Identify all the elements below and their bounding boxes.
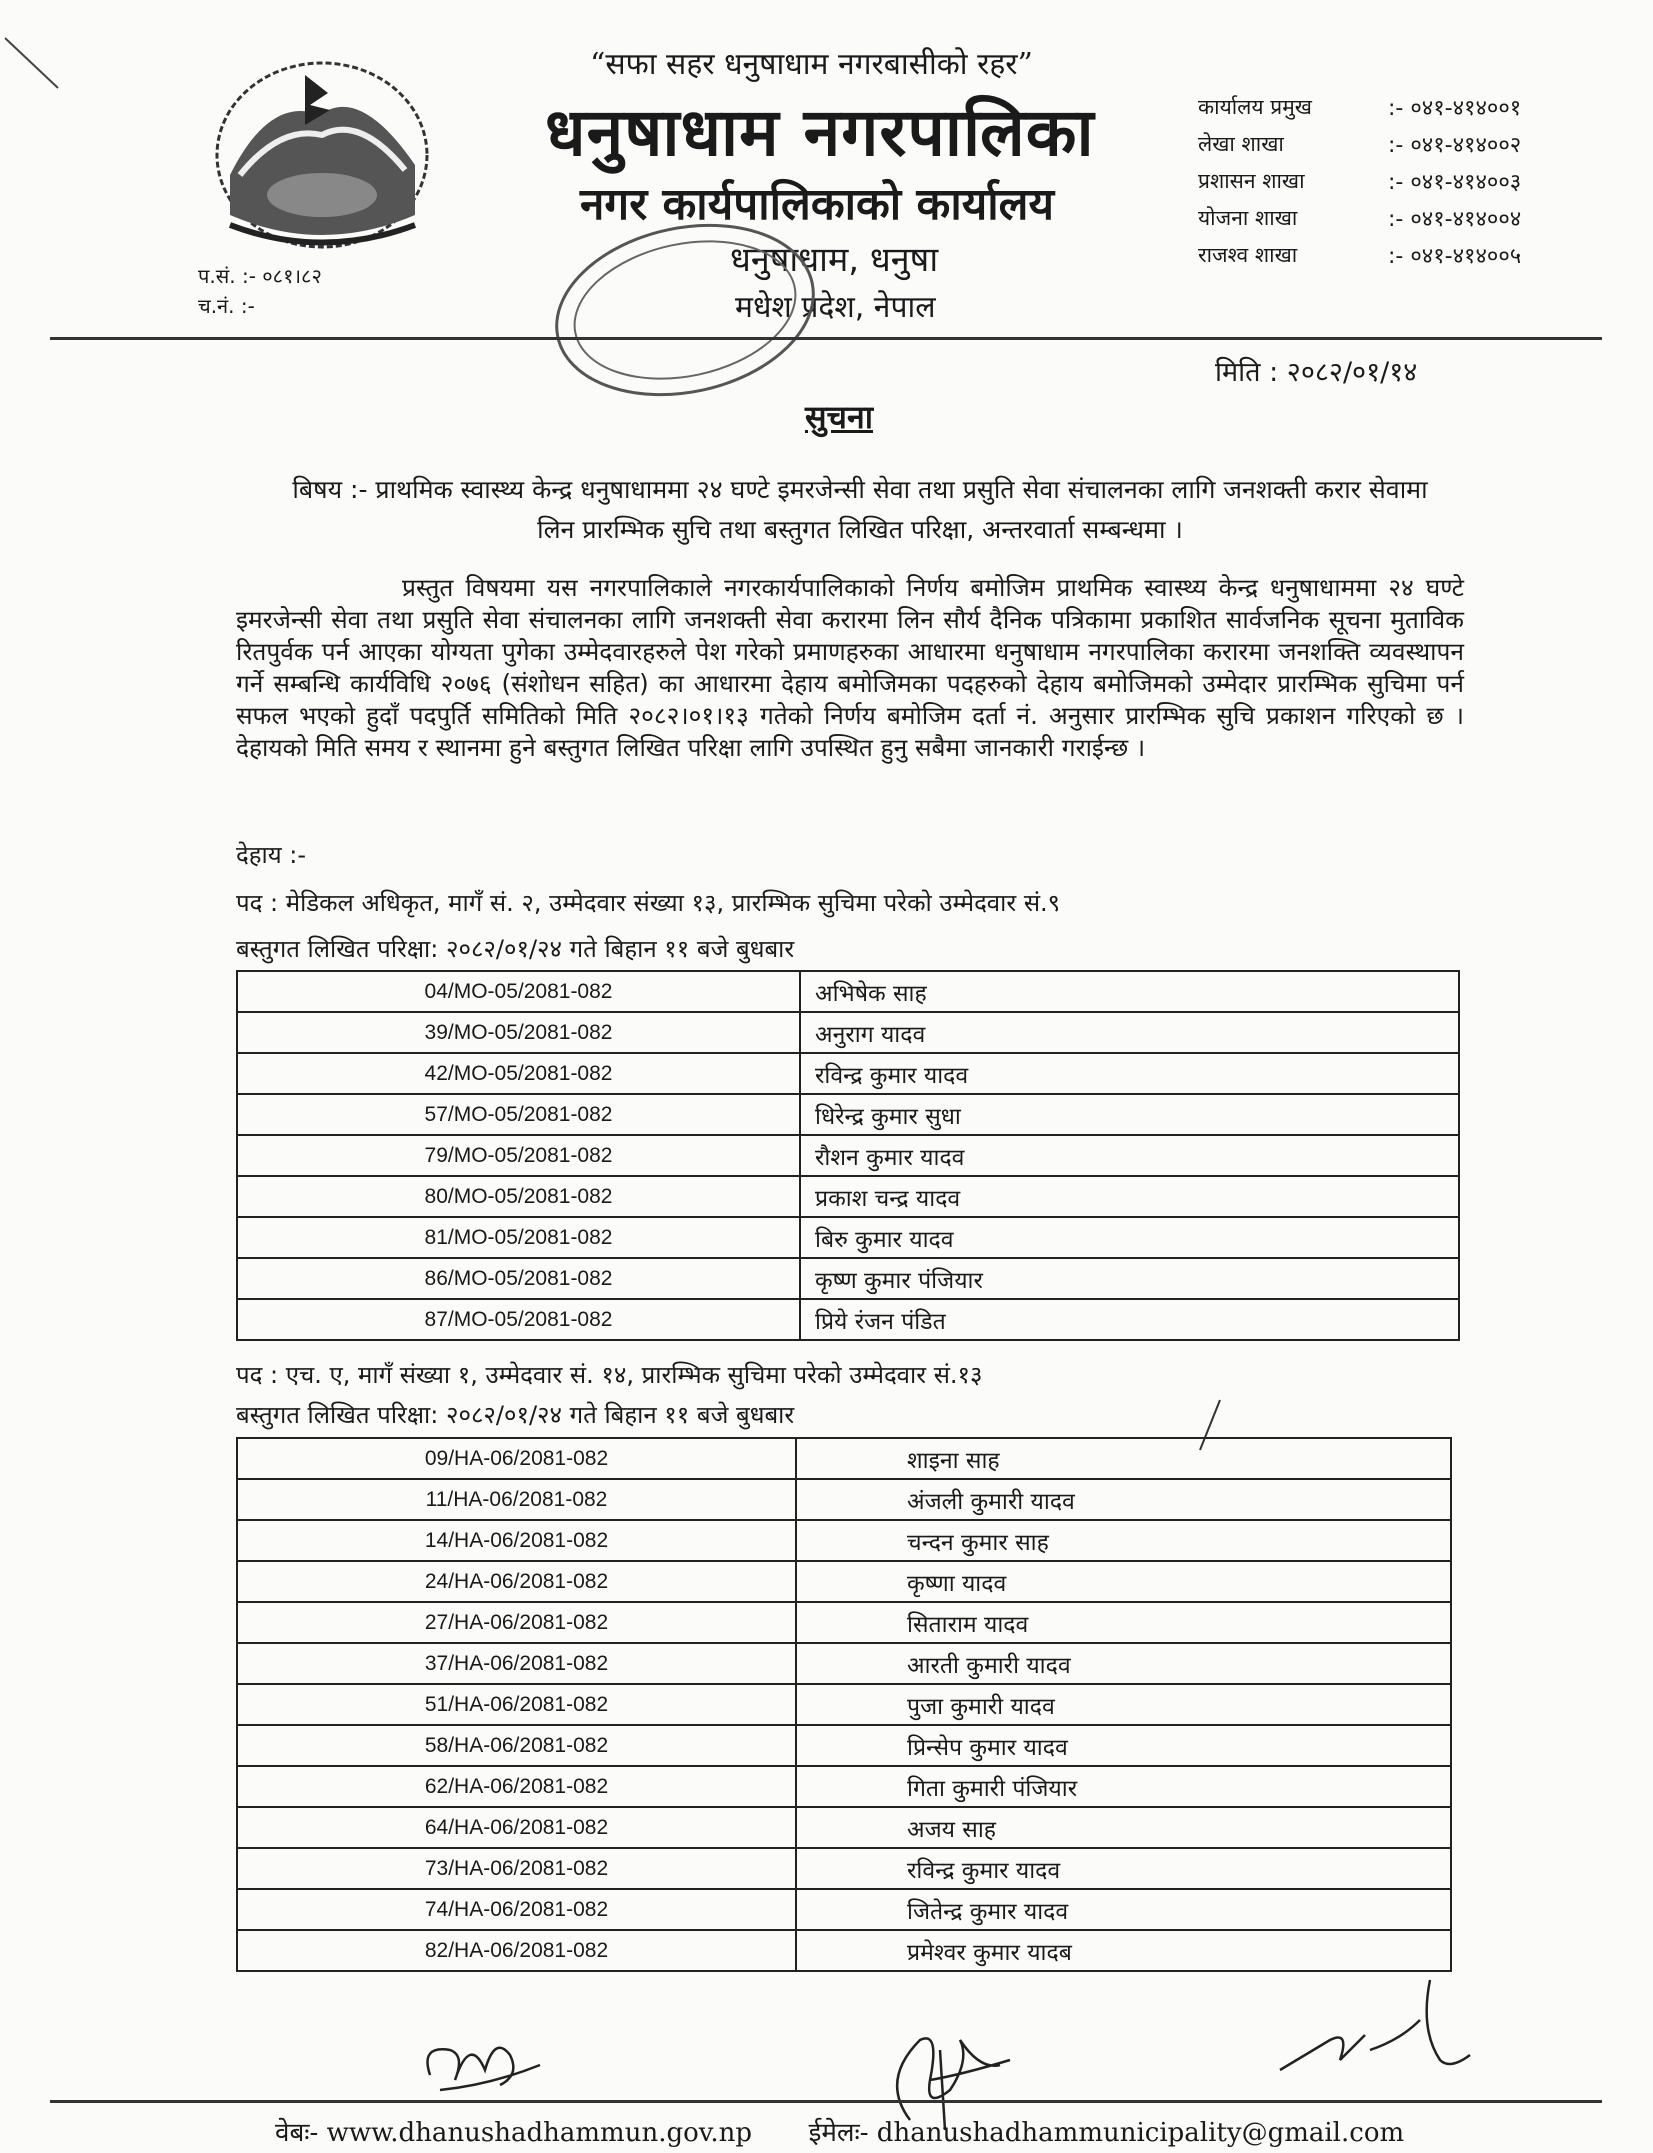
table-row <box>237 1807 1451 1848</box>
registration-number: 57/MO-05/2081-082 <box>237 1094 800 1135</box>
table-row <box>237 1848 1451 1889</box>
registration-number: 62/HA-06/2081-082 <box>237 1766 796 1807</box>
table-row <box>237 1217 1459 1258</box>
candidate-name: आरती कुमारी यादव <box>796 1643 1451 1684</box>
website-link[interactable]: वेबः- www.dhanushadhammun.gov.np <box>275 2118 753 2148</box>
contact-row <box>1198 236 1598 273</box>
table-row <box>237 1299 1459 1340</box>
dehay-label: देहाय :- <box>236 841 306 869</box>
slogan: “सफा सहर धनुषाधाम नगरबासीको रहर” <box>590 47 1033 82</box>
contact-label: योजना शाखा <box>1198 205 1298 230</box>
footer-divider <box>50 2100 1602 2103</box>
post-ha: पद : एच. ए, मागँ संख्या १, उम्मेदवार सं. १४, प्रारम्भिक सुचिमा परेको उम्मेदवार सं.१३ <box>236 1361 983 1389</box>
candidate-name: धिरेन्द्र कुमार सुधा <box>800 1094 1459 1135</box>
notice-title: सुचना <box>805 398 874 436</box>
contact-number: :- ०४१-४१४००४ <box>1388 206 1522 232</box>
notice-date: मिति : २०८२/०१/१४ <box>1215 357 1418 388</box>
contact-label: राजश्व शाखा <box>1198 242 1298 267</box>
contact-number: :- ०४१-४१४००५ <box>1388 243 1522 269</box>
contact-row <box>1198 162 1598 199</box>
candidate-name: अजय साह <box>796 1807 1451 1848</box>
table-row <box>237 1684 1451 1725</box>
table-row <box>237 1479 1451 1520</box>
contact-label: लेखा शाखा <box>1198 131 1284 156</box>
nepal-emblem <box>210 55 435 255</box>
registration-number: 64/HA-06/2081-082 <box>237 1807 796 1848</box>
contact-row <box>1198 199 1598 236</box>
candidate-name: कृष्ण कुमार पंजियार <box>800 1258 1459 1299</box>
table-row <box>237 1176 1459 1217</box>
table-row <box>237 1930 1451 1971</box>
candidate-name: सिताराम यादव <box>796 1602 1451 1643</box>
email-link[interactable]: ईमेलः- dhanushadhammunicipality@gmail.com <box>808 2118 1405 2148</box>
notice-subject: बिषय :- प्राथमिक स्वास्थ्य केन्द्र धनुषाधाममा २४ घण्टे इमरजेन्सी सेवा तथा प्रसुति सेवा संचालनका लागि जनशक्ती करार सेवामा लिन प्रारम्भिक सुचि तथा बस्तुगत लिखित परिक्षा, अन्तरवार्ता सम्बन्धमा । <box>292 475 1428 544</box>
table-row <box>237 1094 1459 1135</box>
table-row <box>237 1643 1451 1684</box>
table-row <box>237 1561 1451 1602</box>
candidate-name: जितेन्द्र कुमार यादव <box>796 1889 1451 1930</box>
registration-number: 58/HA-06/2081-082 <box>237 1725 796 1766</box>
post-mo: पद : मेडिकल अधिकृत, मागँ सं. २, उम्मेदवार संख्या १३, प्रारम्भिक सुचिमा परेको उम्मेदवार सं.९ <box>236 889 1061 917</box>
contact-list <box>1198 88 1598 273</box>
table-row <box>237 971 1459 1012</box>
candidate-name: रविन्द्र कुमार यादव <box>796 1848 1451 1889</box>
table-row <box>237 1012 1459 1053</box>
municipality-name: धनुषाधाम नगरपालिका <box>545 94 1095 171</box>
table-row <box>237 1520 1451 1561</box>
registration-number: 04/MO-05/2081-082 <box>237 971 800 1012</box>
candidate-name: प्रकाश चन्द्र यादव <box>800 1176 1459 1217</box>
footer-contact <box>275 2113 1404 2149</box>
exam-ha: बस्तुगत लिखित परिक्षा: २०८२/०१/२४ गते बिहान ११ बजे बुधबार <box>236 1401 795 1429</box>
registration-number: 80/MO-05/2081-082 <box>237 1176 800 1217</box>
registration-number: 14/HA-06/2081-082 <box>237 1520 796 1561</box>
candidate-name: रौशन कुमार यादव <box>800 1135 1459 1176</box>
candidate-name: अनुराग यादव <box>800 1012 1459 1053</box>
exam-mo: बस्तुगत लिखित परिक्षा: २०८२/०१/२४ गते बिहान ११ बजे बुधबार <box>236 935 795 963</box>
address-line-1: धनुषाधाम, धनुषा <box>730 240 939 280</box>
registration-number: 09/HA-06/2081-082 <box>237 1438 796 1479</box>
candidate-name: प्रमेश्वर कुमार यादब <box>796 1930 1451 1971</box>
contact-number: :- ०४१-४१४००१ <box>1388 95 1522 121</box>
registration-number: 87/MO-05/2081-082 <box>237 1299 800 1340</box>
candidate-table-ha <box>236 1437 1452 1972</box>
candidate-name: पुजा कुमारी यादव <box>796 1684 1451 1725</box>
candidate-name: अंजली कुमारी यादव <box>796 1479 1451 1520</box>
candidate-name: प्रिन्सेप कुमार यादव <box>796 1725 1451 1766</box>
registration-number: 73/HA-06/2081-082 <box>237 1848 796 1889</box>
signature-1 <box>410 2015 560 2105</box>
office-name: नगर कार्यपालिकाको कार्यालय <box>580 179 1054 230</box>
registration-number: 27/HA-06/2081-082 <box>237 1602 796 1643</box>
office-stamp <box>545 220 825 400</box>
contact-row <box>1198 88 1598 125</box>
table-row <box>237 1053 1459 1094</box>
candidate-name: अभिषेक साह <box>800 971 1459 1012</box>
dispatch-number: च.नं. :- <box>198 294 255 318</box>
contact-label: प्रशासन शाखा <box>1198 168 1305 193</box>
contact-row <box>1198 125 1598 162</box>
registration-number: 39/MO-05/2081-082 <box>237 1012 800 1053</box>
header-divider <box>50 337 1602 340</box>
registration-number: 82/HA-06/2081-082 <box>237 1930 796 1971</box>
signature-3 <box>1270 1970 1490 2090</box>
contact-label: कार्यालय प्रमुख <box>1198 94 1312 119</box>
candidate-name: प्रिये रंजन पंडित <box>800 1299 1459 1340</box>
table-row <box>237 1889 1451 1930</box>
registration-number: 11/HA-06/2081-082 <box>237 1479 796 1520</box>
candidate-name: बिरु कुमार यादव <box>800 1217 1459 1258</box>
candidate-name: गिता कुमारी पंजियार <box>796 1766 1451 1807</box>
table-row <box>237 1725 1451 1766</box>
registration-number: 86/MO-05/2081-082 <box>237 1258 800 1299</box>
registration-number: 37/HA-06/2081-082 <box>237 1643 796 1684</box>
contact-number: :- ०४१-४१४००३ <box>1388 169 1522 195</box>
table-row <box>237 1602 1451 1643</box>
registration-number: 42/MO-05/2081-082 <box>237 1053 800 1094</box>
candidate-name: शाइना साह <box>796 1438 1451 1479</box>
registration-number: 81/MO-05/2081-082 <box>237 1217 800 1258</box>
reference-number: प.सं. :- ०८१।८२ <box>198 264 322 288</box>
contact-number: :- ०४१-४१४००२ <box>1388 132 1522 158</box>
address-line-2: मधेश प्रदेश, नेपाल <box>735 290 936 325</box>
table-row <box>237 1766 1451 1807</box>
corner-mark <box>0 30 70 100</box>
table-row <box>237 1135 1459 1176</box>
registration-number: 51/HA-06/2081-082 <box>237 1684 796 1725</box>
registration-number: 74/HA-06/2081-082 <box>237 1889 796 1930</box>
candidate-name: रविन्द्र कुमार यादव <box>800 1053 1459 1094</box>
candidate-name: कृष्णा यादव <box>796 1561 1451 1602</box>
registration-number: 24/HA-06/2081-082 <box>237 1561 796 1602</box>
candidate-table-mo <box>236 970 1460 1341</box>
registration-number: 79/MO-05/2081-082 <box>237 1135 800 1176</box>
notice-body: प्रस्तुत विषयमा यस नगरपालिकाले नगरकार्यपालिकाको निर्णय बमोजिम प्राथमिक स्वास्थ्य केन्द्र धनुषाधाममा २४ घण्टे इमरजेन्सी सेवा तथा प्रसुति सेवा संचालनका लागि जनशक्ती सेवा करारमा लिन सौर्य दैनिक पत्रिकामा प्रकाशित सार्वजनिक सूचना मुताविक रितपुर्वक पर्न आएका योग्यता पुगेका उम्मेदवारहरुले पेश गरेको प्रमाणहरुका आधारमा धनुषाधाम नगरपालिका करारमा जनशक्ति व्यवस्थापन गर्ने सम्बन्धि कार्यविधि २०७६ (संशोधन सहित) का आधारमा देहाय बमोजिमका पदहरुको देहाय बमोजिमको उम्मेदार प्रारम्भिक सुचिमा पर्न सफल भएको हुदाँ पदपुर्ति समितिको मिति २०८२।०१।१३ गतेको निर्णय बमोजिम दर्ता नं. अनुसार प्रारम्भिक सुचि प्रकाशन गरिएको छ । देहायको मिति समय र स्थानमा हुने बस्तुगत लिखित परिक्षा लागि उपस्थित हुनु सबैमा जानकारी गराईन्छ । <box>236 573 1464 762</box>
candidate-name: चन्दन कुमार साह <box>796 1520 1451 1561</box>
table-row <box>237 1258 1459 1299</box>
table-row <box>237 1438 1451 1479</box>
